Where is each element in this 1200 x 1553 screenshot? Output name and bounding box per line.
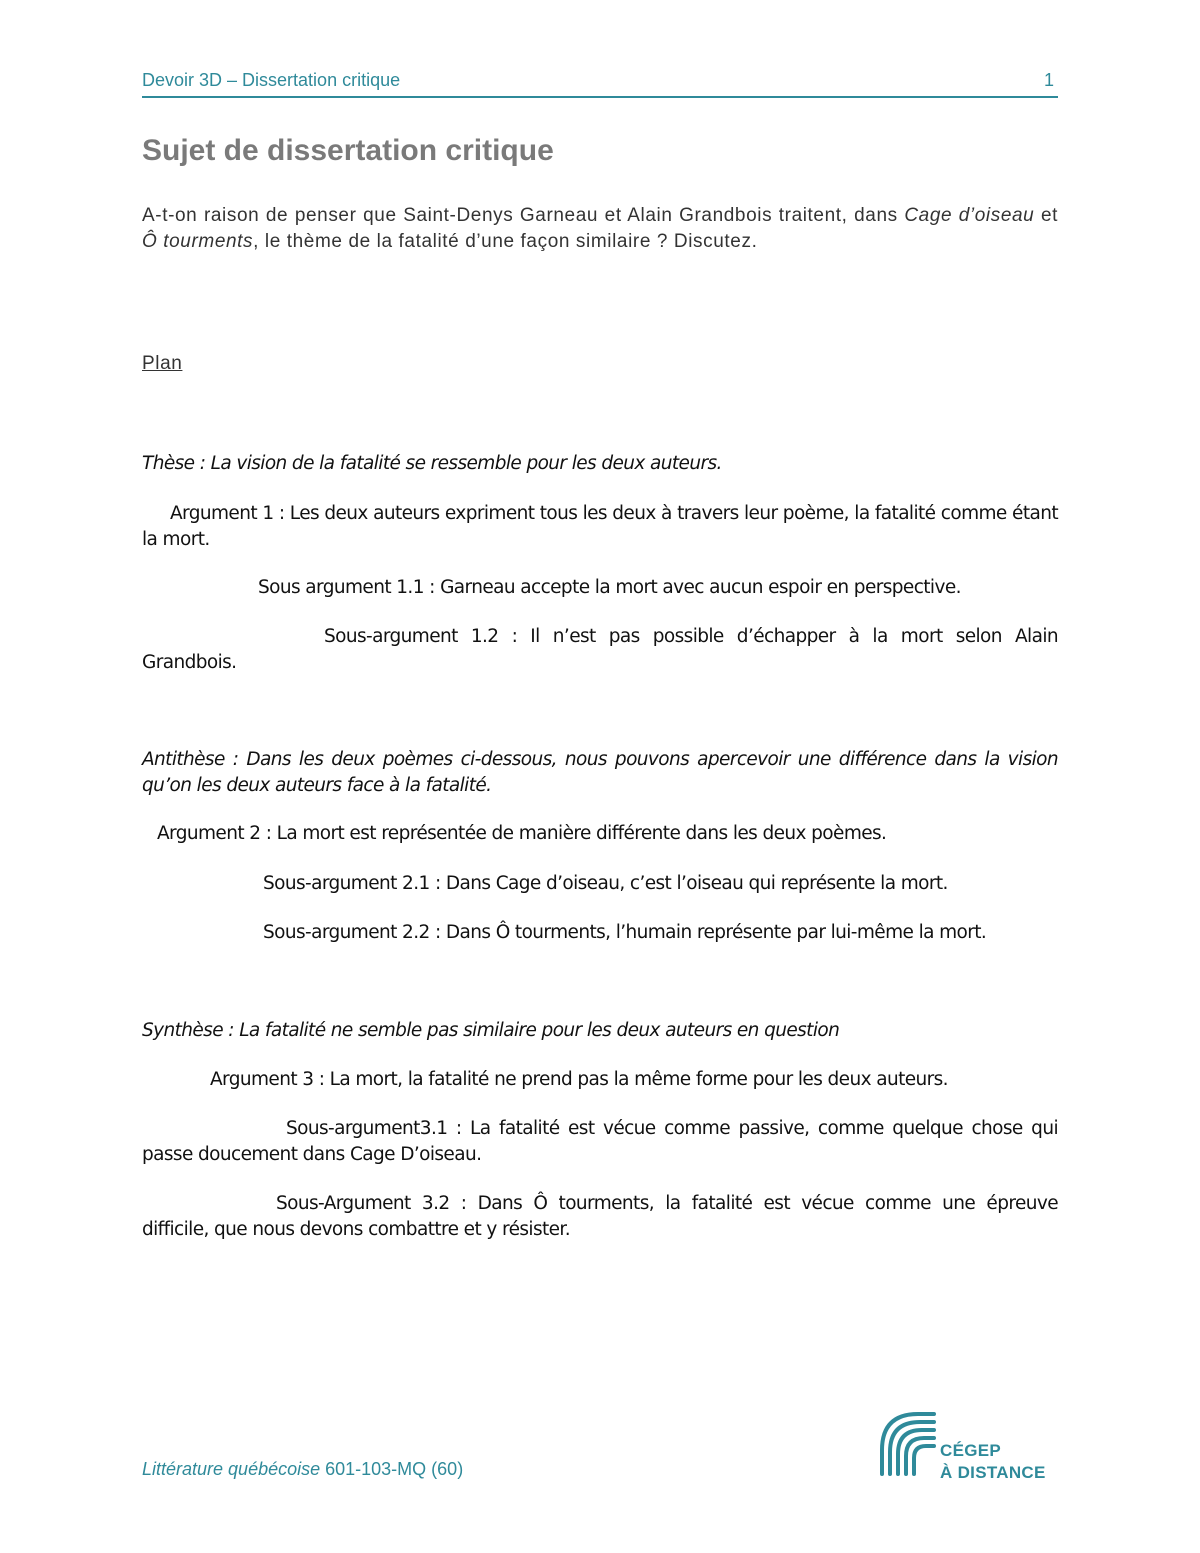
- course-name: Littérature québécoise: [142, 1459, 321, 1479]
- sub-argument-2-2: Sous-argument 2.2 : Dans Ô tourments, l’humain représente par lui-même la mort.: [263, 922, 987, 943]
- subject-text-3: , le thème de la fatalité d’une façon similaire ? Discutez.: [253, 231, 758, 252]
- synthese: Synthèse : La fatalité ne semble pas similaire pour les deux auteurs en question: [142, 1020, 840, 1041]
- work-title-cage: Cage d’oiseau: [904, 205, 1035, 226]
- sub-argument-2-1: Sous-argument 2.1 : Dans Cage d’oiseau, c’est l’oiseau qui représente la mort.: [263, 873, 948, 894]
- page-header: [142, 70, 1058, 98]
- cegep-logo-text: [940, 1440, 1046, 1484]
- logo-line-2: À DISTANCE: [940, 1463, 1046, 1482]
- sub-argument-1-1: Sous argument 1.1 : Garneau accepte la mort avec aucun espoir en perspective.: [258, 577, 961, 598]
- subject-text-2: et: [1034, 205, 1058, 226]
- subject-text-1: A-t-on raison de penser que Saint-Denys Garneau et Alain Grandbois traitent, dans: [142, 205, 905, 226]
- these: Thèse : La vision de la fatalité se ressemble pour les deux auteurs.: [142, 453, 722, 474]
- sub-argument-1-2: Sous-argument 1.2 : Il n’est pas possible d’échapper à la mort selon Alain Grandbois.: [142, 626, 1058, 673]
- course-code: 601-103-MQ (60): [320, 1459, 464, 1479]
- antithese: Antithèse : Dans les deux poèmes ci-dessous, nous pouvons apercevoir une différence dans la vision qu’on les deux auteurs face à la fatalité.: [142, 749, 1058, 796]
- page-number: 1: [1043, 70, 1054, 90]
- argument-2: Argument 2 : La mort est représentée de manière différente dans les deux poèmes.: [157, 823, 887, 844]
- argument-1: Argument 1 : Les deux auteurs expriment tous les deux à travers leur poème, la fatalité comme étant la mort.: [142, 503, 1058, 550]
- page-title: Sujet de dissertation critique: [142, 134, 554, 167]
- subject-question: [142, 203, 1058, 255]
- course-footer: [142, 1459, 463, 1480]
- argument-3: Argument 3 : La mort, la fatalité ne prend pas la même forme pour les deux auteurs.: [210, 1069, 948, 1090]
- plan-heading: Plan: [142, 353, 183, 374]
- logo-line-1: CÉGEP: [940, 1441, 1002, 1460]
- cegep-logo-icon: [878, 1410, 938, 1483]
- sub-argument-3-2: Sous-Argument 3.2 : Dans Ô tourments, la fatalité est vécue comme une épreuve difficile, que nous devons combattre et y résister.: [142, 1193, 1058, 1240]
- document-title: Devoir 3D – Dissertation critique: [142, 70, 401, 90]
- work-title-tourments: Ô tourments: [142, 231, 254, 252]
- sub-argument-3-1: Sous-argument3.1 : La fatalité est vécue comme passive, comme quelque chose qui passe doucement dans Cage D’oiseau.: [142, 1118, 1058, 1165]
